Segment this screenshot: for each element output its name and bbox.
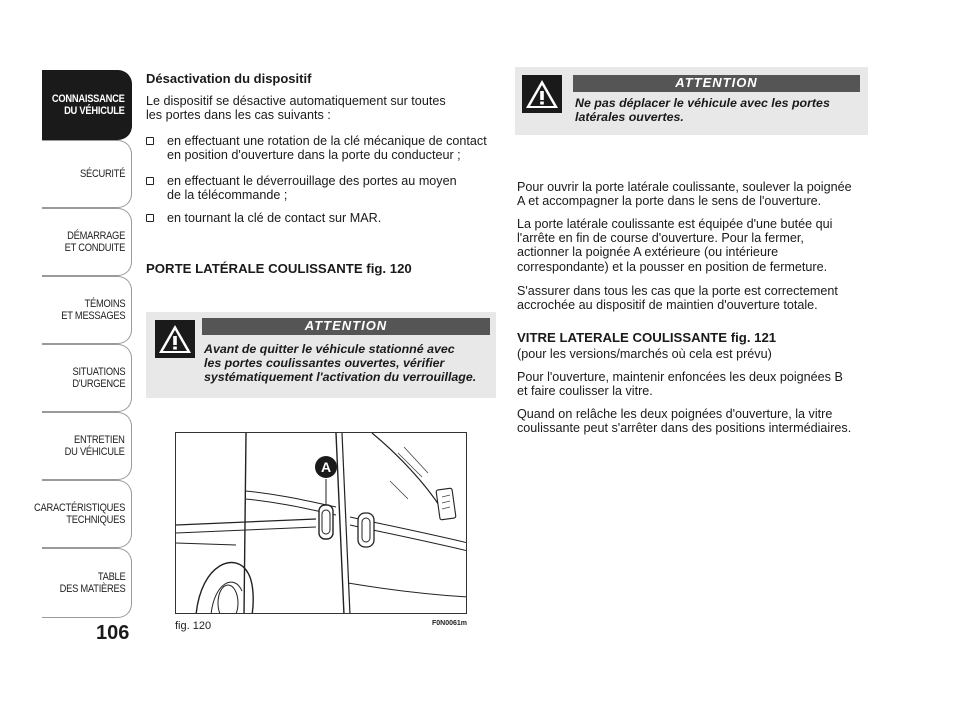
checkbox-bullet-icon	[146, 137, 154, 145]
paragraph: La porte latérale coulissante est équipée d'une butée qui l'arrête en fin de course d'ouverture. Pour la fermer, actionner la poignée A extérieure (ou intérieure correspondante) et la pousser en position de fermeture.	[517, 217, 833, 274]
van-side-door-illustration	[176, 433, 467, 614]
checkbox-bullet-icon	[146, 214, 154, 222]
sidebar-tab-situations[interactable]: SITUATIONS D'URGENCE	[42, 344, 132, 412]
figure-120	[175, 432, 467, 614]
sidebar-tab-table[interactable]: TABLE DES MATIÈRES	[42, 548, 132, 618]
attention-title: ATTENTION	[202, 318, 490, 335]
paragraph: Pour l'ouverture, maintenir enfoncées les deux poignées B et faire coulisser la vitre.	[517, 370, 843, 399]
sidebar-tab-temoins[interactable]: TÉMOINS ET MESSAGES	[42, 276, 132, 344]
sidebar-tab-demarrage[interactable]: DÉMARRAGE ET CONDUITE	[42, 208, 132, 276]
attention-title: ATTENTION	[573, 75, 860, 92]
warning-triangle-icon	[522, 75, 562, 113]
sidebar-tab-securite[interactable]: SÉCURITÉ	[42, 140, 132, 208]
callout-a-label: A	[320, 459, 332, 475]
attention-box-right	[515, 67, 868, 135]
figure-label: fig. 120	[175, 620, 212, 632]
window-note: (pour les versions/marchés où cela est prévu)	[517, 347, 772, 361]
sliding-door-heading: PORTE LATÉRALE COULISSANTE fig. 120	[146, 261, 412, 276]
sidebar-tab-entretien[interactable]: ENTRETIEN DU VÉHICULE	[42, 412, 132, 480]
attention-message: Ne pas déplacer le véhicule avec les portes latérales ouvertes.	[575, 96, 830, 124]
attention-message: Avant de quitter le véhicule stationné avec les portes coulissantes ouvertes, vérifier systématiquement l'activation du verrouillage.	[204, 342, 477, 384]
paragraph: S'assurer dans tous les cas que la porte est correctement accrochée au dispositif de maintien d'ouverture totale.	[517, 284, 838, 313]
checkbox-bullet-icon	[146, 177, 154, 185]
figure-code: F0N0061m	[432, 620, 468, 627]
paragraph: Pour ouvrir la porte latérale coulissante, soulever la poignée A et accompagner la porte dans le sens de l'ouverture.	[517, 180, 852, 209]
window-heading: VITRE LATERALE COULISSANTE fig. 121	[517, 330, 777, 345]
deactivation-intro: Le dispositif se désactive automatiquement sur toutes les portes dans les cas suivants :	[146, 94, 446, 123]
page-number: 106	[96, 622, 130, 644]
paragraph: Quand on relâche les deux poignées d'ouverture, la vitre coulissante peut s'arrêter dans des positions intermédiaires.	[517, 407, 852, 436]
deactivation-heading: Désactivation du dispositif	[146, 71, 312, 86]
sidebar-tab-connaissance[interactable]: CONNAISSANCE DU VÉHICULE	[42, 70, 132, 140]
sidebar-tab-caracteristiques[interactable]: CARACTÉRISTIQUES TECHNIQUES	[42, 480, 132, 548]
attention-box-left	[146, 312, 496, 398]
